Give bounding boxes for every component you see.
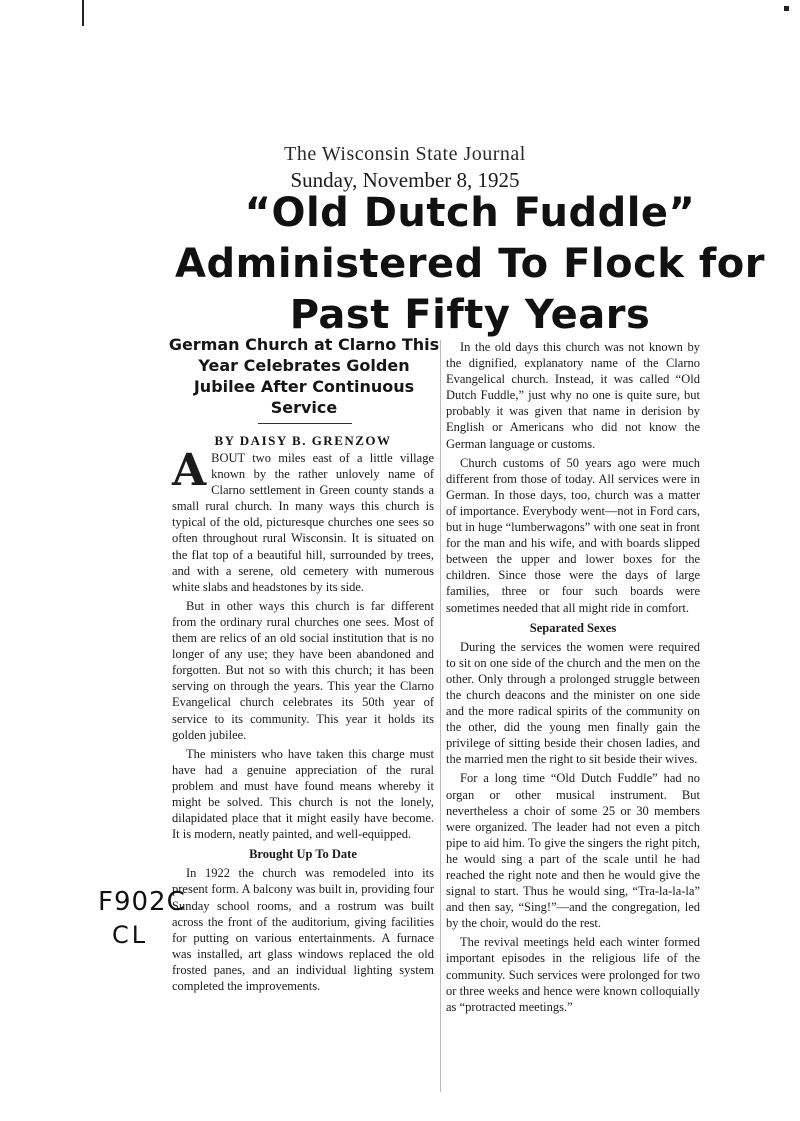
left-column bbox=[172, 445, 434, 997]
right-column bbox=[446, 339, 700, 1018]
left-paragraph-2: But in other ways this church is far different from the ordinary rural churches one sees. Most of them are relics of an old social institution that is no longer of any use; they have been abandoned and forgotten. But not so with this church; it has been serving on through the years. This year the Clarno Evangelical church celebrates its 50th year of service to its community. This year it holds its golden jubilee. bbox=[172, 598, 434, 742]
right-subhead: Separated Sexes bbox=[529, 620, 617, 635]
right-paragraph-4: For a long time “Old Dutch Fuddle” had no organ or other musical instrument. But nevertheless a choir of some 25 or 30 members were organized. The leader had not even a pitch pipe to aid him. To give the singers the right pitch, he would sing a part of the scale until he had reached the right note and then he would give the signal to start. Thus he would sing, “Tra-la-la-la” and then say, “Sing!”—and the congregation, led by the choir, would do the rest. bbox=[446, 771, 700, 931]
publication-date: Sunday, November 8, 1925 bbox=[290, 168, 520, 192]
drop-cap: A bbox=[172, 445, 207, 496]
left-subhead: Brought Up To Date bbox=[249, 847, 357, 862]
right-paragraph-3: During the services the women were required to sit on one side of the church and the men on the other. Only through a prolonged struggle between the church deacons and the minister on one side and the more radical spirits of the community on the other, did the young men finally gain the privilege of sitting beside their chosen ladies, and the married men the right to sit beside their wives. bbox=[446, 639, 700, 767]
article-headline: “Old Dutch Fuddle” Administered To Flock for Past Fifty Years bbox=[175, 190, 765, 338]
right-paragraph-2: Church customs of 50 years ago were much different from those of today. All services were in German. In those days, too, church was a matter of importance. Everybody went—not in Ford cars, but in huge “lumberwagons” with one seat in front for the man and his wife, and with boards slipped between the upper and lower boxes for the children. Since those were the days of large families, three or four such boards were sometimes needed that all might ride in comfort. bbox=[446, 455, 700, 615]
column-divider bbox=[440, 340, 441, 1092]
scan-speck bbox=[784, 6, 789, 11]
article-subheadline: German Church at Clarno This Year Celebrates Golden Jubilee After Continuous Service bbox=[168, 335, 440, 417]
article-byline: BY DAISY B. GRENZOW bbox=[214, 433, 392, 448]
scan-edge-mark bbox=[82, 0, 84, 26]
newspaper-masthead: The Wisconsin State Journal bbox=[284, 143, 526, 165]
right-paragraph-1: In the old days this church was not known by the dignified, explanatory name of the Clarno Evangelical church. Instead, it was called “Old Dutch Fuddle,” just why no one is quite sure, but probably it was given that name in derision by English or Americans who did not know the German language or customs. bbox=[446, 340, 700, 451]
handwritten-archive-code: F902C bbox=[98, 887, 186, 917]
handwritten-initials: CL bbox=[112, 921, 149, 949]
byline-divider bbox=[258, 423, 352, 424]
left-paragraph-1-text: BOUT two miles east of a little village known by the rather unlovely name of Clarno settlement in Green county stands a small rural church. In many ways this church is typical of the old, picturesque churches one sees so often throughout rural Wisconsin. It is situated on the flat top of a beautiful hill, surrounded by trees, and with a serene, old cemetery with numerous white slabs and headstones by its side. bbox=[172, 451, 434, 594]
left-paragraph-4: In 1922 the church was remodeled into its present form. A balcony was built in, providing four Sunday school rooms, and a rostrum was built across the front of the auditorium, giving facilities for putting on various entertainments. A furnace was installed, art glass windows replaced the old frosted panes, and an individual lighting system completed the improvements. bbox=[172, 866, 434, 993]
left-paragraph-3: The ministers who have taken this charge must have had a genuine appreciation of the rural problem and must have found means whereby it might be solved. This church is not the lonely, dilapidated place that it might easily have become. It is modern, neatly painted, and well-equipped. bbox=[172, 746, 434, 842]
left-paragraph-1 bbox=[172, 445, 434, 595]
right-paragraph-5: The revival meetings held each winter formed important episodes in the religious life of the community. Such services were prolonged for two or three weeks and hence were known colloquially as “protracted meetings.” bbox=[446, 935, 700, 1014]
